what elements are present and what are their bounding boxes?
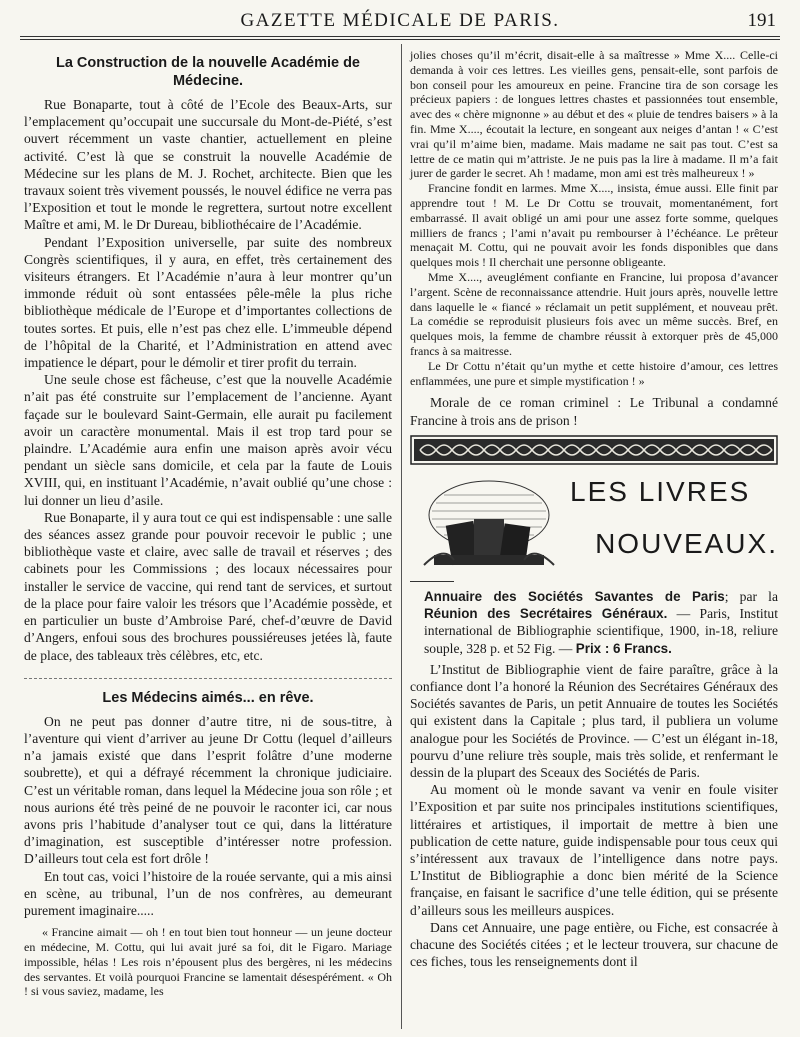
book-publisher: — Paris, Institut international de Bibliographie scientifique, 1900, in-18, reliure souple, 328 p. et 52 Fig. — [424, 606, 778, 656]
article-heading-academie: La Construction de la nouvelle Académie de Médecine. [55, 55, 361, 89]
quote-paragraph: Le Dr Cottu n’était qu’un mythe et cette histoire d’amour, ces lettres enflammées, une pure et simple mystification ! » [410, 358, 778, 388]
column-divider [401, 44, 402, 1029]
book-by: ; par la [724, 588, 778, 604]
article-heading-medecins: Les Médecins aimés... en rêve. [102, 689, 314, 706]
short-rule [410, 581, 454, 582]
header-rule [20, 36, 780, 37]
banner-title-line1: LES LIVRES [570, 475, 751, 507]
quote-paragraph: « Francine aimait — oh ! en tout bien tout honneur — un jeune docteur en médecine, M. Cottu, qui lui avait juré sa foi, dit le Figaro. Mariage impossible, hélas ! Les rois n’épousent plus des bergères, ni les médecins des servantes. Et voilà pourquoi Francine se lamentait désespérément. « Oh ! si vous saviez, madame, les [24, 925, 392, 999]
banner-title-line2: NOUVEAUX. [595, 527, 778, 559]
header-rule-double [20, 39, 780, 40]
books-banner [410, 469, 778, 579]
book-author: Réunion des Secrétaires Généraux. [424, 606, 668, 622]
section-divider [24, 678, 392, 679]
review-paragraph: Au moment où le monde savant va venir en foule visiter l’Exposition et par suite nos principales institutions scientifiques, littéraires et artistiques, il importait de mettre à bien une publication de cette nature, guide indispensable pour tous ceux qui s’intéressent aux travaux de l’intelligence dans notre pays. L’Institut de Bibliographie a donc bien mérité de la Science française, en faisant le sacrifice d’une telle édition, qui se présente d’ailleurs sous les meilleurs auspices. [410, 782, 778, 918]
article-paragraph: Une seule chose est fâcheuse, c’est que la nouvelle Académie n’ait pas été construite sur l’emplacement de l’ancienne. Ayant façade sur le boulevard Saint-Germain, elle aurait pu facilement avoir un caractère monumental. Mais il est trop tard pour se plaindre. L’Académie aura enfin une maison après avoir vécu pendant un siècle sans domicile, et cela par la faute de Louis XVIII, qui, en instituant l’Académie, n’avait oublié qu’une chose : lui donner un lieu d’asile. [24, 372, 392, 508]
quote-paragraph: jolies choses qu’il m’écrit, disait-elle à sa maîtresse » Mme X.... Celle-ci demanda à voir ces lettres. Les vieilles gens, pensait-elle, sont parfois de bon conseil pour les amoureux en peine. Francine tira de son corsage les précieux papiers : de longues lettres chastes et passionnées tout ensemble, avec des « chère mignonne » au début et des « pluie de tendres baisers » à la fin. Mme X...., écoutait la lecture, en songeant aux neiges d’antan ! « C’est vrai qu’il m’aime bien, madame. Mais madame ne sait pas tout. C’est sa lettre de ce matin qui m’attriste. Je ne puis pas la lire à madame. Il m’a fait jurer de garder le secret. Ah ! madame, mon ami est très malheureux ! » [410, 48, 778, 181]
quote-block [24, 925, 392, 999]
ornamental-border [410, 435, 778, 465]
review-paragraph: Dans cet Annuaire, une page entière, ou Fiche, est consacrée à chacune des Sociétés citées ; et le lecteur trouvera, sur chacune de ces fiches, tous les renseignements dont il [410, 919, 778, 970]
article-paragraph: Rue Bonaparte, tout à côté de l’Ecole des Beaux-Arts, sur l’emplacement qu’occupait une succursale du Mont-de-Piété, s’est ouvert récemment un vaste chantier, actuellement en pleine activité. C’est là que se construit la nouvelle Académie de Médecine sur les plans de M. J. Rochet, architecte. Bien que les travaux soient très vivement poussés, le nouvel édifice ne verra pas l’Exposition et tout le monde le regrettera, surtout notre excellent Maître et ami, M. le Dr Dureau, bibliothécaire de l’Académie. [24, 97, 392, 233]
article-paragraph: On ne peut pas donner d’autre titre, ni de sous-titre, à l’aventure qui vient d’arriver au jeune Dr Cottu (lequel d’ailleurs n’a jamais existé que dans l’esprit folâtre d’une moderne soubrette), et qui a défrayé récemment la chronique judiciaire. C’est un véritable roman, dans lequel la Médecine joua son rôle ; et nous aurions été très peiné de ne pouvoir le raconter ici, car nous avons pris l’habitude d’analyser tout ce qui, dans la littérature d’imagination, est susceptible d’intéresser notre profession. D’ailleurs tout cela est fort drôle ! [24, 713, 392, 867]
article-paragraph: En tout cas, voici l’histoire de la rouée servante, qui a mis ainsi en scène, au tribunal, l’un de nos confrères, au demeurant purement imaginaire..... [24, 868, 392, 918]
article-paragraph: Rue Bonaparte, il y aura tout ce qui est indispensable : une salle des séances assez grande pour pouvoir recevoir le public ; une bibliothèque vaste et claire, avec salle de travail et réserves ; des cabinets pour les Commissions ; des locaux nécessaires pour installer le service de vaccine, qui rend tant de services, et surtout de la place pour faire valoir les trésors que l’Académie possède, et en particulier un buste d’Ambroise Paré, chef-d’œuvre de David d’Angers, enfoui sous des brochures poussiéreuses jetées là, faute de place, des tableaux très célèbres, etc, etc. [24, 509, 392, 663]
quote-paragraph: Mme X...., aveuglément confiante en Francine, lui proposa d’avancer l’argent. Scène de reconnaissance attendrie. Huit jours après, nouvelle lettre dans laquelle le « fiancé » réclamait un petit supplément, et nouveau prêt. La comédie se reproduisit plusieurs fois avec un même succès. Bref, en quelques mois, la femme de chambre réussit à extorquer près de 45,000 francs à sa maitresse. [410, 269, 778, 358]
book-citation [410, 588, 778, 657]
books-illustration [414, 475, 564, 575]
page-number: 191 [747, 10, 776, 31]
right-column [410, 48, 778, 970]
book-price: Prix : 6 Francs. [575, 640, 672, 656]
quote-paragraph: Francine fondit en larmes. Mme X...., insista, émue aussi. Elle finit par apprendre tout ! M. Le Dr Cottu se trouvait, momentanément, fort embarrassé. Il avait obligé un ami pour une assez forte somme, quelques milliers de francs ; l’ami n’avait pu rembourser à l’échéance. Le prêteur menaçait M. Cottu, qui ne pouvait avoir les fonds disponibles que dans quelques mois ! Il cherchait une personne obligeante. [410, 181, 778, 270]
running-head [20, 6, 780, 36]
moral-paragraph: Morale de ce roman criminel : Le Tribunal a condamné Francine à trois ans de prison ! [410, 395, 778, 428]
left-column [24, 50, 392, 999]
quote-continuation [410, 48, 778, 388]
book-title: Annuaire des Sociétés Savantes de Paris [424, 588, 725, 604]
review-paragraph: L’Institut de Bibliographie vient de faire paraître, grâce à la confiance dont l’a honoré la Réunion des Secrétaires Généraux des Sociétés savantes de Paris, un petit Annuaire de toutes les Sociétés qui existent dans la Capitale ; plus tard, il publiera un volume analogue pour les Sociétés de Province. — C’est un élégant in-18, pourvu d’une reliure très souple, mais très solide, et renfermant le dessin de la plupart des Sceaux des Sociétés de Paris. [410, 661, 778, 780]
gazette-title: GAZETTE MÉDICALE DE PARIS. [240, 10, 560, 31]
article-paragraph: Pendant l’Exposition universelle, par suite des nombreux Congrès scientifiques, il y aura, en effet, très certainement des visiteurs étrangers. Et l’Académie n’aura à leur montrer qu’un immonde réduit où sont entassées pêle-mêle la plus riche bibliothèque médicale de l’Europe et d’importantes collections de toutes sortes. Et puis, elle n’est pas chez elle. L’immeuble dépend de l’hôpital de la Charité, et l’Administration en attend avec impatience le départ, pour le démolir et tirer profit du terrain. [24, 234, 392, 371]
